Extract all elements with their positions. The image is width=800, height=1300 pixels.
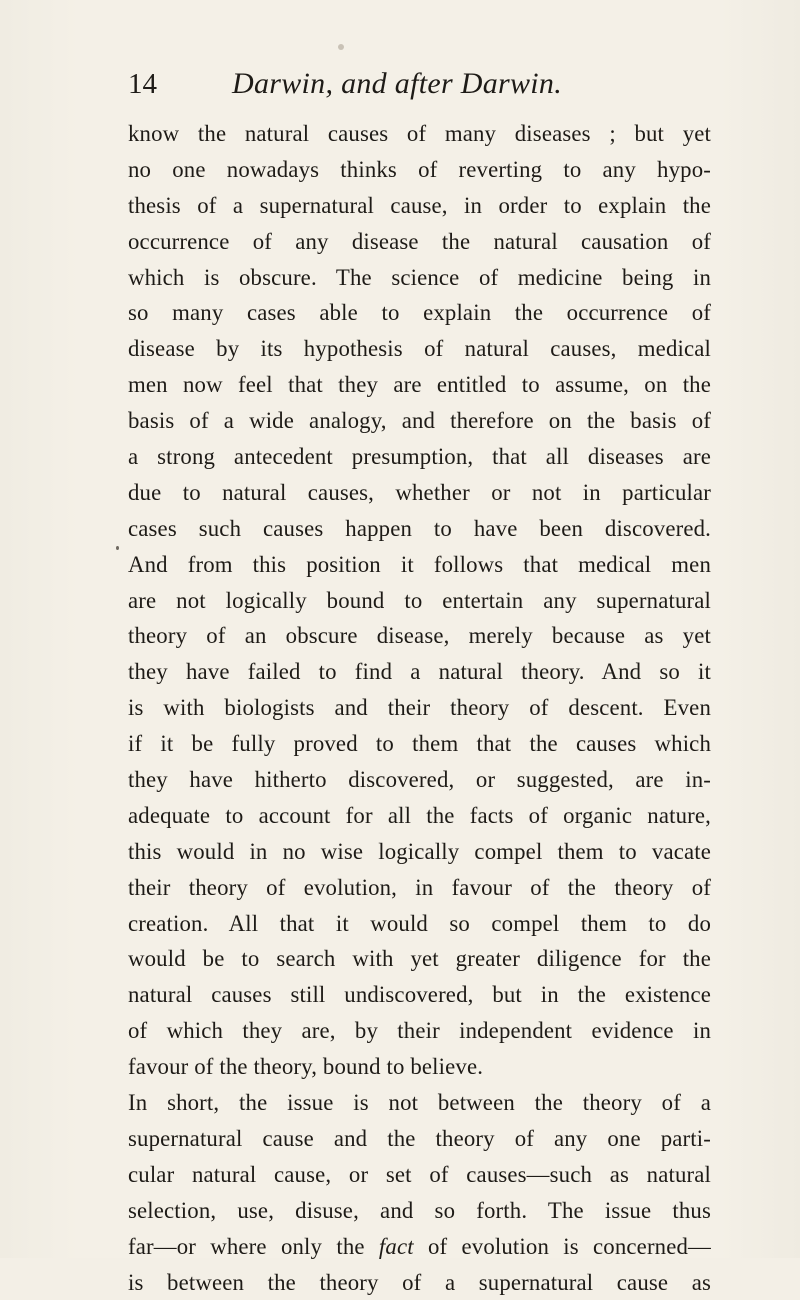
- text-line: a strong antecedent presumption, that all diseases are: [128, 439, 711, 475]
- text-line: of which they are, by their independent evidence in: [128, 1013, 711, 1049]
- text-line: this would in no wise logically compel them to vacate: [128, 834, 711, 870]
- text-line: creation. All that it would so compel them to do: [128, 906, 711, 942]
- text-line: they have hitherto discovered, or suggested, are in-: [128, 762, 711, 798]
- text-line: selection, use, disuse, and so forth. The issue thus: [128, 1193, 711, 1229]
- text-line: no one nowadays thinks of reverting to any hypo-: [128, 152, 711, 188]
- text-line: due to natural causes, whether or not in particular: [128, 475, 711, 511]
- text-fragment: of evolution is concerned—: [414, 1234, 711, 1259]
- text-line: which is obscure. The science of medicine being in: [128, 260, 711, 296]
- text-line: [128, 1229, 711, 1265]
- text-fragment: far—or where only the: [128, 1234, 379, 1259]
- text-line: supernatural cause and the theory of any one parti-: [128, 1121, 711, 1157]
- italic-emphasis: fact: [379, 1234, 414, 1259]
- paper-speck: [116, 546, 119, 550]
- text-line: is with biologists and their theory of descent. Even: [128, 690, 711, 726]
- text-line: favour of the theory, bound to believe.: [128, 1049, 711, 1085]
- text-line: would be to search with yet greater diligence for the: [128, 941, 711, 977]
- text-line: if it be fully proved to them that the causes which: [128, 726, 711, 762]
- text-line: basis of a wide analogy, and therefore on the basis of: [128, 403, 711, 439]
- text-line: are not logically bound to entertain any supernatural: [128, 583, 711, 619]
- text-line: theory of an obscure disease, merely because as yet: [128, 618, 711, 654]
- text-line: they have failed to find a natural theory. And so it: [128, 654, 711, 690]
- page-number: 14: [128, 62, 157, 106]
- text-line: adequate to account for all the facts of organic nature,: [128, 798, 711, 834]
- body-text: [128, 116, 711, 1300]
- text-line: so many cases able to explain the occurrence of: [128, 295, 711, 331]
- text-line: cular natural cause, or set of causes—such as natural: [128, 1157, 711, 1193]
- text-line: disease by its hypothesis of natural causes, medical: [128, 331, 711, 367]
- running-title: Darwin, and after Darwin.: [232, 62, 562, 106]
- text-line: And from this position it follows that medical men: [128, 547, 711, 583]
- text-line: natural causes still undiscovered, but in the existence: [128, 977, 711, 1013]
- text-line: know the natural causes of many diseases ; but yet: [128, 116, 711, 152]
- paper-speck: [338, 44, 344, 50]
- text-line: cases such causes happen to have been discovered.: [128, 511, 711, 547]
- page-header: [128, 62, 708, 106]
- text-line: In short, the issue is not between the theory of a: [128, 1085, 711, 1121]
- text-line: thesis of a supernatural cause, in order to explain the: [128, 188, 711, 224]
- text-line: occurrence of any disease the natural causation of: [128, 224, 711, 260]
- text-line: is between the theory of a supernatural cause as: [128, 1265, 711, 1300]
- text-line: their theory of evolution, in favour of the theory of: [128, 870, 711, 906]
- text-line: men now feel that they are entitled to assume, on the: [128, 367, 711, 403]
